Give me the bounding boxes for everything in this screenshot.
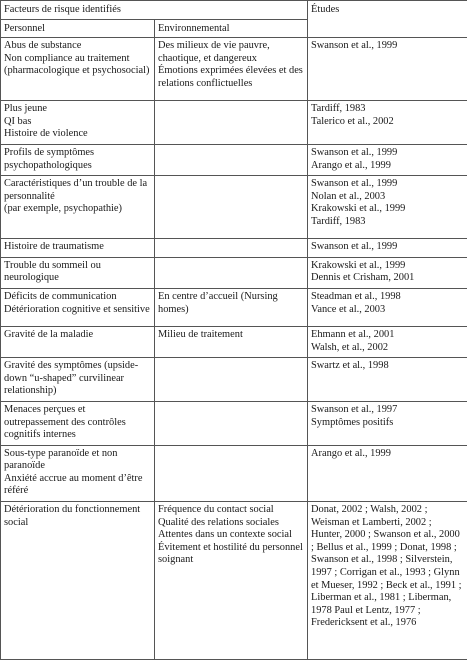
table-row: [1, 326, 467, 357]
cell-text-line: Histoire de violence: [4, 128, 88, 140]
cell-text-line: Caractéristiques d’un trouble de la personnalité: [4, 178, 148, 202]
cell-text-line: Milieu de traitement: [158, 328, 243, 340]
cell-text-line: Dennis et Crisham, 2001: [311, 272, 415, 284]
cell-text-line: Émotions exprimées élevées et des relations conflictuelles: [158, 65, 303, 89]
cell-text-line: Gravité des symptômes (upside-down “u-shaped” curvilinear relationship): [4, 360, 139, 397]
environmental-factor-cell: [155, 38, 308, 101]
cell-text-line: Tardiff, 1983: [311, 103, 366, 115]
studies-cell: [308, 257, 467, 288]
environmental-factor-cell: [155, 502, 308, 660]
table-row: [1, 358, 467, 402]
cell-text-line: Symptômes positifs: [311, 416, 394, 428]
cell-text-line: Non compliance au traitement (pharmacologique et psychosocial): [4, 52, 150, 77]
environmental-factor-cell: [155, 326, 308, 357]
cell-text-line: Évitement et hostilité du personnel soignant: [158, 541, 303, 566]
studies-cell: [308, 239, 467, 258]
cell-text-line: QI bas: [4, 115, 32, 127]
studies-cell: [308, 445, 467, 501]
cell-text-line: Swanson et al., 1999: [311, 146, 398, 158]
personal-column-header: Personnel: [1, 19, 155, 38]
studies-cell: [308, 144, 467, 175]
studies-cell: [308, 358, 467, 402]
studies-cell: [308, 326, 467, 357]
cell-text-line: Qualité des relations sociales: [158, 516, 279, 528]
table-row: [1, 239, 467, 258]
environmental-column-header: Environnemental: [155, 19, 308, 38]
cell-text-line: Sous-type paranoïde et non paranoïde: [4, 447, 118, 472]
personal-factor-cell: [1, 144, 155, 175]
environmental-factor-cell: [155, 101, 308, 145]
environmental-factor-cell: [155, 358, 308, 402]
cell-text-line: Krakowski et al., 1999: [311, 259, 406, 271]
cell-text-line: Histoire de traumatisme: [4, 241, 104, 253]
cell-text-line: Walsh, et al., 2002: [311, 341, 389, 353]
cell-text-line: Vance et al., 2003: [311, 303, 386, 315]
studies-cell: [308, 101, 467, 145]
cell-text-line: Steadman et al., 1998: [311, 290, 401, 302]
cell-text-line: (par exemple, psychopathie): [4, 203, 123, 215]
cell-text-line: Krakowski et al., 1999: [311, 203, 406, 215]
table-row: [1, 445, 467, 501]
cell-text-line: Donat, 2002 ; Walsh, 2002 ; Weisman et Lamberti, 2002 ; Hunter, 2000 ; Swanson et al., 2000 ; Bellus et al., 1999 ; Donat, 1998 ; Swanson et al., 1998 ; Silverstein, 1997 ; Corrigan et al., 1993 ; Glynn et Mueser, 1992 ; Beck et al., 1991 ; Liberman et al., 1981 ; Liberman, 1978 Paul et Lentz, 1977 ; Fredericksent et al., 1976: [311, 504, 462, 629]
cell-text-line: Menaces perçues et outrepassement des contrôles cognitifs internes: [4, 403, 126, 441]
table-row: [1, 401, 467, 445]
cell-text-line: Arango et al., 1999: [311, 159, 391, 171]
studies-header: Études: [308, 1, 467, 38]
cell-text-line: Détérioration du fonctionnement social: [4, 504, 141, 528]
cell-text-line: Gravité de la maladie: [4, 328, 94, 340]
table-row: [1, 257, 467, 288]
cell-text-line: Swartz et al., 1998: [311, 360, 389, 372]
cell-text-line: Talerico et al., 2002: [311, 115, 394, 127]
cell-text-line: Nolan et al., 2003: [311, 190, 386, 202]
studies-cell: [308, 401, 467, 445]
environmental-factor-cell: [155, 288, 308, 326]
cell-text-line: Swanson et al., 1999: [311, 241, 398, 253]
personal-factor-cell: [1, 239, 155, 258]
studies-cell: [308, 288, 467, 326]
risk-factors-group-header: Facteurs de risque identifiés: [1, 1, 308, 20]
cell-text-line: Swanson et al., 1999: [311, 178, 398, 190]
cell-text-line: Profils de symptômes psychopathologiques: [4, 146, 95, 171]
personal-factor-cell: [1, 401, 155, 445]
personal-factor-cell: [1, 358, 155, 402]
environmental-factor-cell: [155, 176, 308, 239]
cell-text-line: Plus jeune: [4, 103, 48, 115]
personal-factor-cell: [1, 445, 155, 501]
personal-factor-cell: [1, 38, 155, 101]
cell-text-line: Anxiété accrue au moment d’être référé: [4, 472, 143, 497]
studies-cell: [308, 502, 467, 660]
personal-factor-cell: [1, 502, 155, 660]
table-row: [1, 288, 467, 326]
environmental-factor-cell: [155, 144, 308, 175]
cell-text-line: Attentes dans un contexte social: [158, 529, 292, 541]
environmental-factor-cell: [155, 445, 308, 501]
table-row: [1, 144, 467, 175]
cell-text-line: Abus de substance: [4, 40, 82, 52]
table-row: [1, 176, 467, 239]
studies-cell: [308, 176, 467, 239]
table-header-row: [1, 1, 467, 20]
cell-text-line: Détérioration cognitive et sensitive: [4, 303, 150, 315]
table-body: [1, 38, 467, 660]
cell-text-line: Fréquence du contact social: [158, 504, 274, 516]
table-row: [1, 101, 467, 145]
environmental-factor-cell: [155, 257, 308, 288]
cell-text-line: Swanson et al., 1999: [311, 40, 398, 52]
environmental-factor-cell: [155, 401, 308, 445]
personal-factor-cell: [1, 257, 155, 288]
cell-text-line: En centre d’accueil (Nursing homes): [158, 290, 278, 315]
cell-text-line: Déficits de communication: [4, 290, 117, 302]
cell-text-line: Tardiff, 1983: [311, 215, 366, 227]
cell-text-line: Des milieux de vie pauvre, chaotique, et dangereux: [158, 40, 270, 64]
table-row: [1, 502, 467, 660]
table-row: [1, 38, 467, 101]
cell-text-line: Trouble du sommeil ou neurologique: [4, 259, 101, 284]
personal-factor-cell: [1, 326, 155, 357]
personal-factor-cell: [1, 288, 155, 326]
cell-text-line: Ehmann et al., 2001: [311, 328, 395, 340]
cell-text-line: Arango et al., 1999: [311, 447, 391, 459]
personal-factor-cell: [1, 101, 155, 145]
studies-cell: [308, 38, 467, 101]
personal-factor-cell: [1, 176, 155, 239]
environmental-factor-cell: [155, 239, 308, 258]
cell-text-line: Swanson et al., 1997: [311, 403, 398, 415]
